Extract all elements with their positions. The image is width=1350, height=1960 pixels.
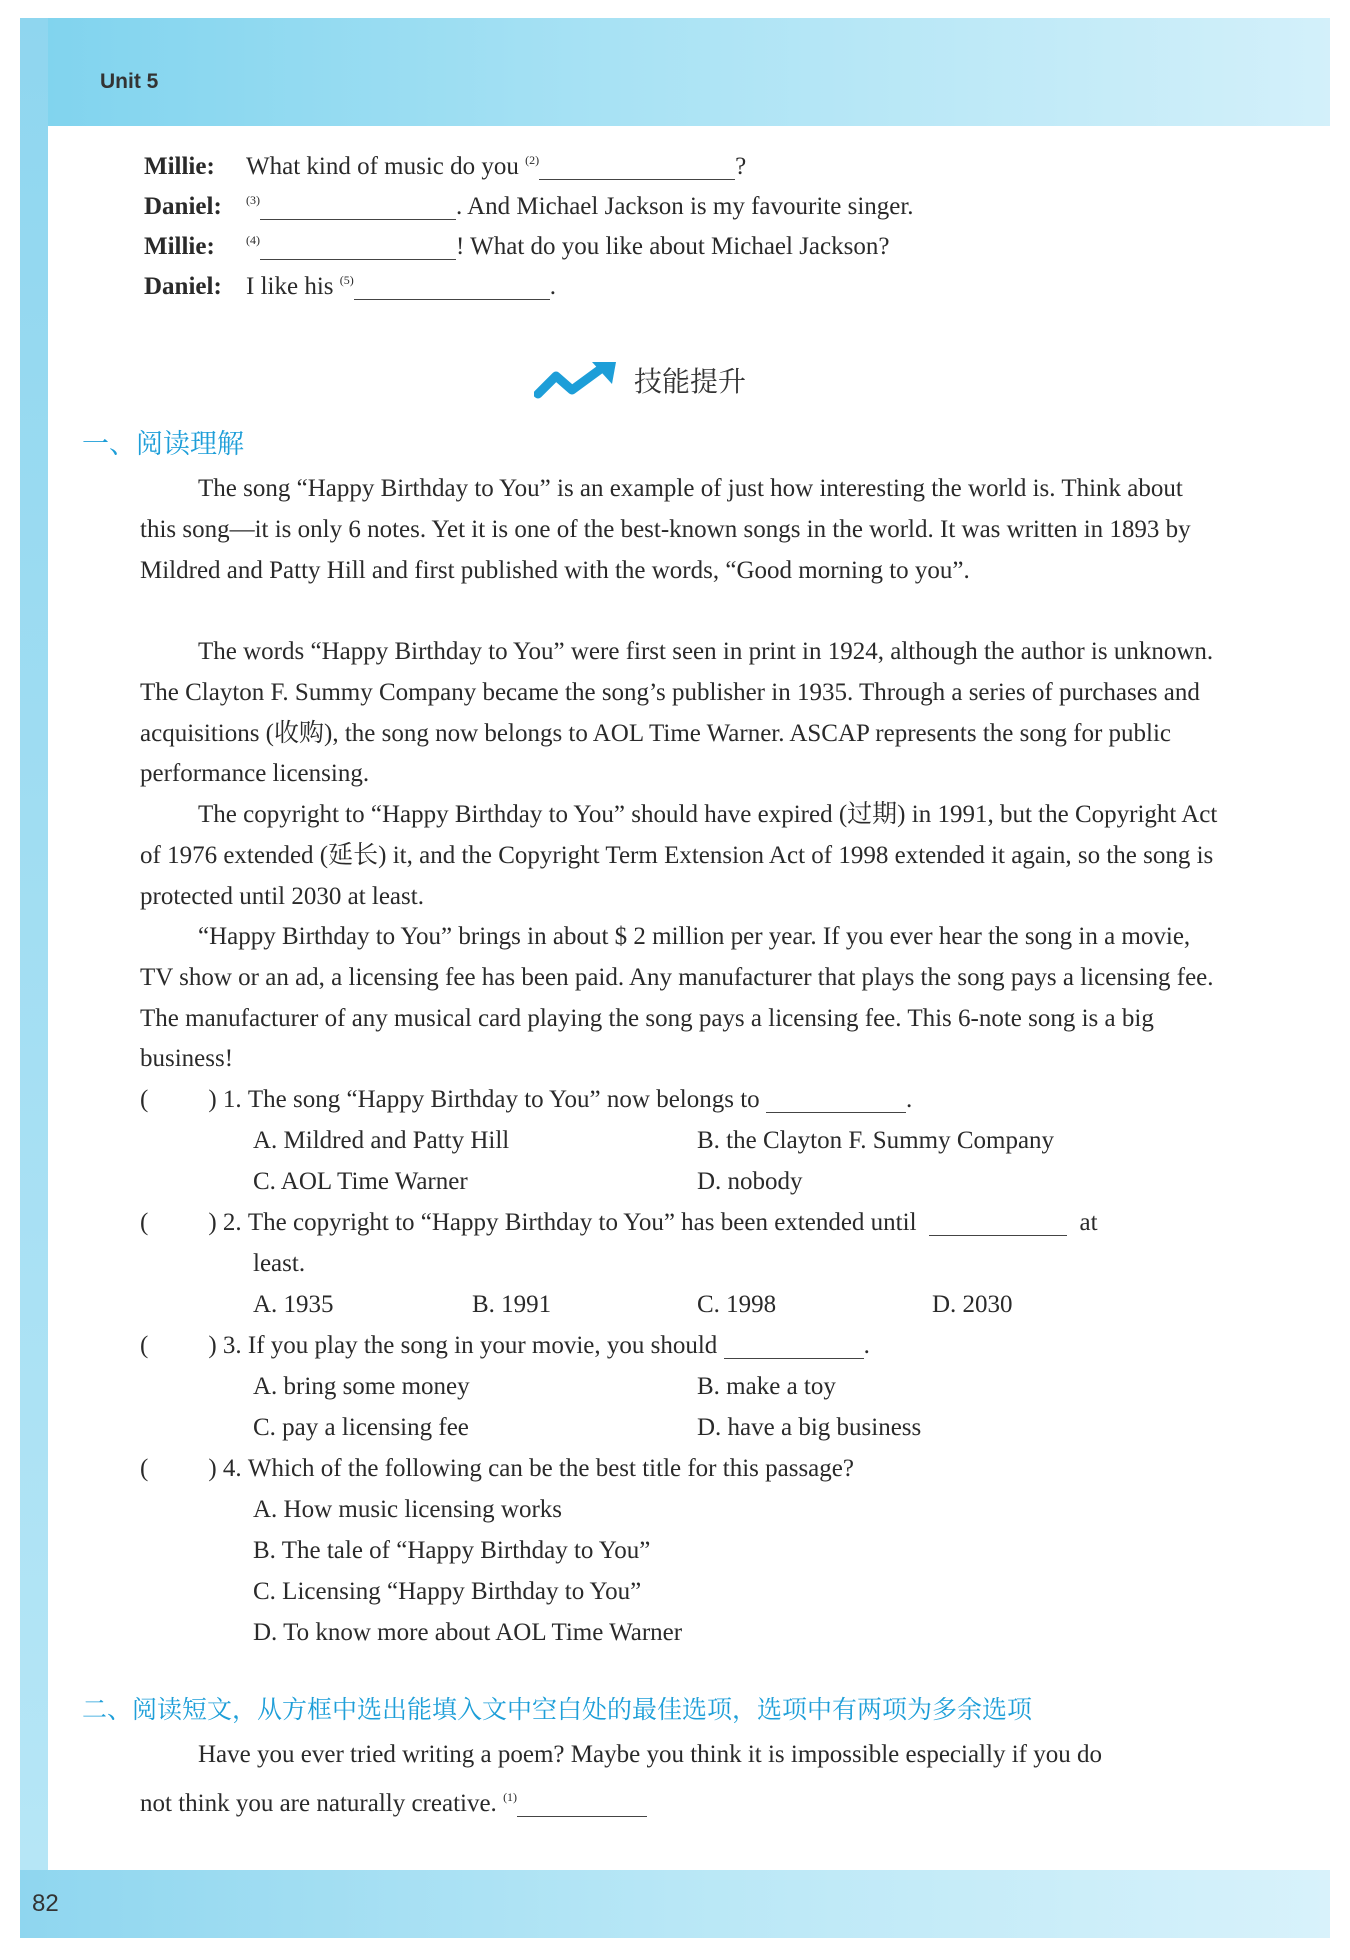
left-color-band — [20, 18, 48, 1870]
section-title-cloze: 二、阅读短文，从方框中选出能填入文中空白处的最佳选项，选项中有两项为多余选项 — [82, 1695, 1033, 1724]
passage-line: not think you are naturally creative. $^{(1)}$ — [140, 1777, 647, 1824]
passage-line: Have you ever tried writing a poem? Maybe you think it is impossible especially if you do — [198, 1741, 1102, 1768]
option[interactable]: B. the Clayton F. Summy Company — [697, 1127, 1055, 1154]
answer-bracket[interactable]: ( — [140, 1455, 149, 1482]
answer-blank[interactable] — [517, 1788, 647, 1817]
option[interactable]: A. 1935 — [253, 1291, 334, 1318]
option[interactable]: D. have a big business — [697, 1414, 922, 1441]
dialogue-line: Daniel: I like his $^{(5)}$ . — [144, 260, 556, 307]
passage-paragraph: The words “Happy Birthday to You” were first seen in print in 1924, although the author is unknown. The Clayton F. Summy Company became the song’s publisher in 1935. Through a series of purchases and acquisitions (收购), the song now belongs to AOL Time Warner. ASCAP represents the song for public performance licensing. — [140, 638, 1214, 788]
answer-blank[interactable] — [354, 271, 550, 300]
page-number: 82 — [32, 1890, 59, 1917]
skill-header — [534, 358, 774, 402]
option[interactable]: B. 1991 — [472, 1291, 552, 1318]
speaker: Daniel: — [144, 193, 222, 220]
question: ( ) 1. The song “Happy Birthday to You” now belongs to . — [140, 1086, 913, 1113]
question: ( ) 3. If you play the song in your movie, you should . — [140, 1332, 870, 1359]
option[interactable]: D. nobody — [697, 1168, 803, 1195]
answer-blank[interactable] — [539, 151, 735, 180]
bottom-color-band — [20, 1870, 1330, 1938]
speaker: Millie: — [144, 153, 215, 180]
option[interactable]: D. 2030 — [932, 1291, 1013, 1318]
skill-header-title: 技能提升 — [634, 365, 747, 398]
passage-paragraph: “Happy Birthday to You” brings in about $ 2 million per year. If you ever hear the song in a movie, TV show or an ad, a licensing fee has been paid. Any manufacturer that plays the song pays a licensing fee. The manufacturer of any musical card playing the song pays a licensing fee. This 6-note song is a big business! — [140, 923, 1214, 1073]
option[interactable]: C. pay a licensing fee — [253, 1414, 469, 1441]
answer-blank[interactable] — [260, 231, 456, 260]
section-title-reading: 一、阅读理解 — [82, 429, 244, 460]
trend-arrow-icon — [534, 360, 618, 400]
option[interactable]: B. make a toy — [697, 1373, 836, 1400]
option[interactable]: A. bring some money — [253, 1373, 470, 1400]
option[interactable]: A. Mildred and Patty Hill — [253, 1127, 510, 1154]
option[interactable]: C. 1998 — [697, 1291, 777, 1318]
passage-paragraph: The song “Happy Birthday to You” is an example of just how interesting the world is. Think about this song—it is only 6 notes. Yet it is one of the best-known songs in the world. It was written in 1893 by Mildred and Patty Hill and first published with the words, “Good morning to you”. — [140, 475, 1191, 584]
question: ( ) 2. The copyright to “Happy Birthday to You” has been extended until at — [140, 1209, 1098, 1236]
option[interactable]: C. AOL Time Warner — [253, 1168, 468, 1195]
answer-bracket[interactable]: ( — [140, 1086, 149, 1113]
option[interactable]: B. The tale of “Happy Birthday to You” — [253, 1537, 651, 1564]
dialogue-line: Daniel: $^{(3)}$ . And Michael Jackson is my favourite singer. — [144, 180, 914, 227]
answer-bracket[interactable]: ( — [140, 1209, 149, 1236]
speaker: Millie: — [144, 233, 215, 260]
unit-label: Unit 5 — [100, 70, 159, 93]
speaker: Daniel: — [144, 273, 222, 300]
question-continuation: least. — [253, 1250, 306, 1277]
option[interactable]: C. Licensing “Happy Birthday to You” — [253, 1578, 642, 1605]
question: ( ) 4. Which of the following can be the best title for this passage? — [140, 1455, 854, 1482]
option[interactable]: D. To know more about AOL Time Warner — [253, 1619, 683, 1646]
dialogue-line: Millie: What kind of music do you $^{(2)}$ ? — [144, 140, 746, 187]
answer-blank[interactable] — [929, 1207, 1067, 1236]
answer-blank[interactable] — [260, 191, 456, 220]
answer-bracket[interactable]: ( — [140, 1332, 149, 1359]
top-color-band — [20, 18, 1330, 126]
answer-blank[interactable] — [766, 1084, 906, 1113]
passage-paragraph: The copyright to “Happy Birthday to You” should have expired (过期) in 1991, but the Copyright Act of 1976 extended (延长) it, and the Copyright Term Extension Act of 1998 extended it again, so the song is protected until 2030 at least. — [140, 801, 1218, 910]
option[interactable]: A. How music licensing works — [253, 1496, 562, 1523]
dialogue-line: Millie: $^{(4)}$ ! What do you like about Michael Jackson? — [144, 220, 889, 267]
answer-blank[interactable] — [724, 1330, 864, 1359]
